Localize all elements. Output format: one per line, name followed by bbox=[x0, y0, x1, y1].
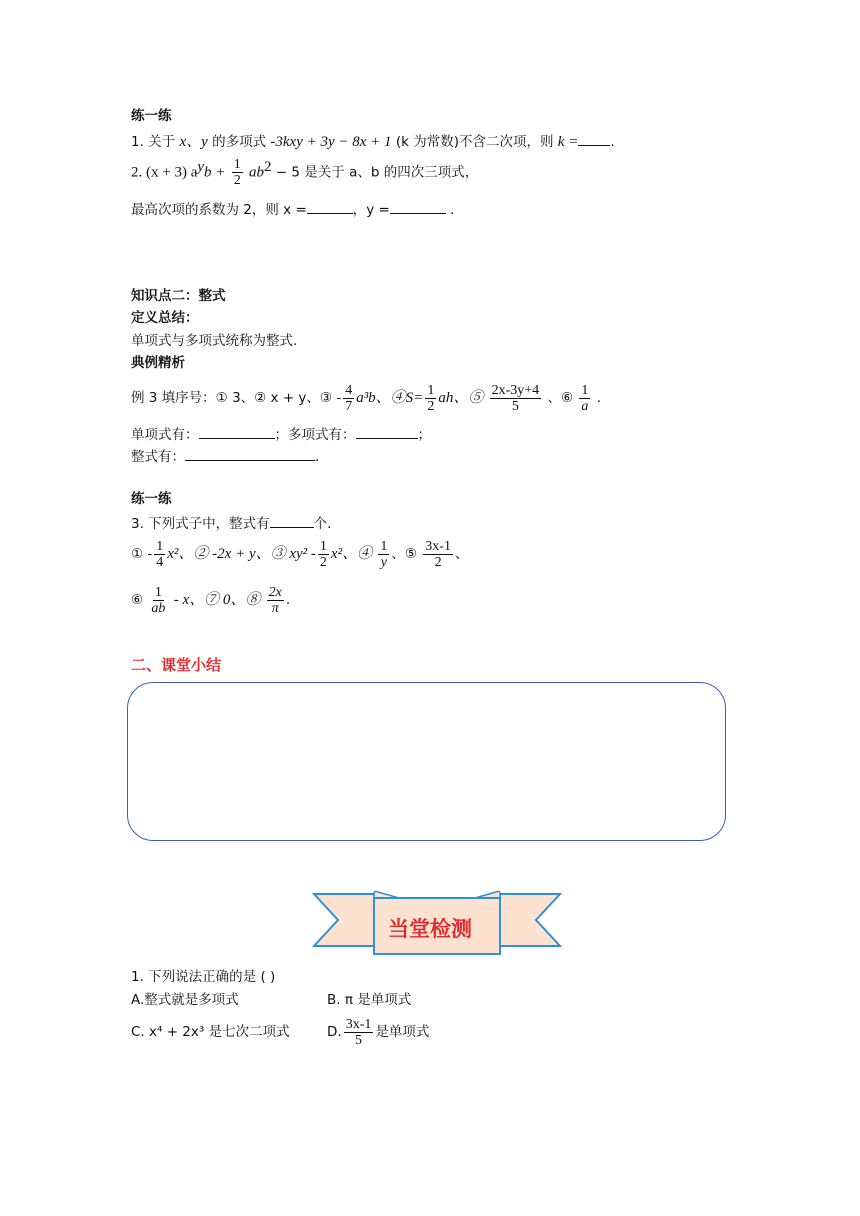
test-question-1: 1. 下列说法正确的是 ( ) bbox=[131, 969, 276, 985]
section-title: 知识点二：整式 bbox=[131, 288, 226, 304]
count-blank[interactable] bbox=[270, 513, 314, 528]
question-3-row1: ① - $\frac{1}{4}$ x²、② -2x + y、③ xy² - $\frac{1}{2}$ x²、④ $\frac{1}{y}$ 、⑤ $\frac{3x-1}{2}$ 、 bbox=[131, 538, 469, 570]
summary-title: 二、课堂小结 bbox=[131, 656, 222, 674]
poly-blank[interactable] bbox=[356, 424, 418, 439]
question-2-line2: 最高次项的系数为 2，则 x = ，y = . bbox=[131, 199, 454, 219]
answers-line-2: 整式有： . bbox=[131, 446, 319, 466]
answers-line: 单项式有： ；多项式有： ； bbox=[131, 424, 431, 444]
banner-label: 当堂检测 bbox=[388, 917, 472, 941]
question-3-row2: ⑥ $\frac{1}{ab}$ - x、⑦ 0、⑧ $\frac{2x}{\pi}$ . bbox=[131, 584, 291, 616]
definition-title: 定义总结： bbox=[131, 310, 199, 326]
example-title: 典例精析 bbox=[131, 355, 185, 371]
mono-blank[interactable] bbox=[199, 424, 275, 439]
answer-blank[interactable] bbox=[578, 131, 610, 146]
option-d[interactable]: D. $\frac{3x-1}{5}$ 是单项式 bbox=[327, 1016, 430, 1048]
answer-blank-x[interactable] bbox=[307, 199, 353, 214]
option-b[interactable]: B. π 是单项式 bbox=[327, 992, 412, 1008]
whole-blank[interactable] bbox=[185, 446, 315, 461]
practice2-title: 练一练 bbox=[131, 491, 172, 507]
fraction: $\frac{1}{2}$ bbox=[233, 157, 241, 188]
question-3: 3. 下列式子中，整式有 个. bbox=[131, 513, 331, 533]
question-2: 2. (x + 3) $a^yb$ + $\frac{1}{2}$ $ab^2 - 5$ 是关于 a、b 的四次三项式， bbox=[131, 157, 479, 188]
definition-text: 单项式与多项式统称为整式. bbox=[131, 333, 298, 349]
question-1: 1. 关于 x、y 的多项式 -3kxy + 3y − 8x + 1 (k 为常数)不含二次项，则 k = . bbox=[131, 131, 615, 151]
option-c[interactable]: C. x⁴ + 2x³ 是七次二项式 bbox=[131, 1024, 290, 1040]
answer-blank-y[interactable] bbox=[390, 199, 446, 214]
example-3: 例 3 填序号：① 3、② x + y、③ - $\frac{4}{7}$ a³b、④S= $\frac{1}{2}$ ah、⑤ $\frac{2x-3y+4}{5}$ 、⑥ $\frac{1}{a}$ . bbox=[131, 382, 601, 414]
option-a[interactable]: A.整式就是多项式 bbox=[131, 992, 239, 1008]
practice1-title: 练一练 bbox=[131, 108, 172, 124]
summary-box[interactable] bbox=[127, 682, 726, 841]
